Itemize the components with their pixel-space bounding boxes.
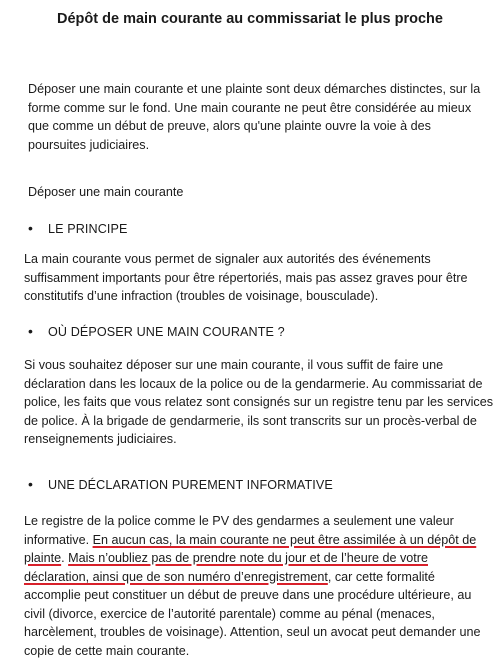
bullet-icon: • [28,323,33,339]
underlined-passage: En aucun cas, la main courante ne peut être assimilée à un dépôt de plainte [24,532,477,565]
section-heading-declaration [28,475,333,494]
body-text: , car cette formalité accomplie peut constituer un début de preuve dans une procédure ultérieure, au civil (divorce, exercice de l’autorité parentale) comme au pénal (menaces, harcèlement, troubles de voisinage). Attention, seul un avocat peut demander une copie de cette main courante. [24,569,481,658]
body-text: Le registre de la police comme le PV des gendarmes a seulement une valeur informative. [24,514,454,547]
section-body-declaration [24,512,494,660]
intro-paragraph: Déposer une main courante et une plainte sont deux démarches distinctes, sur la forme comme sur le fond. Une main courante ne peut être considérée au mieux que comme un début de preuve, alors qu'une plainte ouvre la voie à des poursuites judiciaires. [28,82,481,152]
bullet-icon: • [28,476,33,492]
section-heading-text: UNE DÉCLARATION PUREMENT INFORMATIVE [48,478,333,492]
document-title: Dépôt de main courante au commissariat le plus proche [57,11,443,27]
section-heading-text: LE PRINCIPE [48,222,128,236]
body-text: . [61,551,69,565]
section-body-ou-deposer: Si vous souhaitez déposer sur une main courante, il vous suffit de faire une déclaration dans les locaux de la police ou de la gendarmerie. Au commissariat de police, les faits que vous relatez sont consignés sur un registre tenu par les services de police. À la brigade de gendarmerie, ils sont transcrits sur un procès-verbal de renseignements judiciaires. [24,358,494,446]
section-heading-principe [28,219,128,238]
subheading: Déposer une main courante [28,185,184,199]
section-heading-ou-deposer [28,322,285,341]
bullet-icon: • [28,220,33,236]
section-body-principe: La main courante vous permet de signaler aux autorités des événements suffisamment importants pour être répertoriés, mais pas assez graves pour être constitutifs d’une infraction (troubles de voisinage, bousculade). [24,252,468,303]
section-heading-text: OÙ DÉPOSER UNE MAIN COURANTE ? [48,325,285,339]
underlined-passage: Mais n’oubliez pas de prendre note du jour et de l’heure de votre déclaration, ainsi que de son numéro d’enregistrement [24,551,428,584]
